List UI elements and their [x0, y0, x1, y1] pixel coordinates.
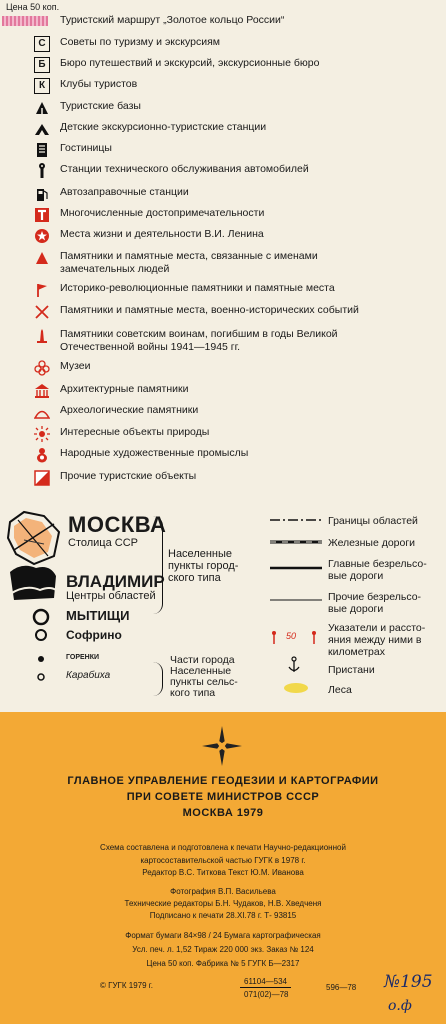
red-obelisk-icon	[34, 328, 50, 344]
imprint-line-7: Формат бумаги 84×98 / 24 Бумага картографическая	[125, 931, 321, 940]
hotel-icon	[34, 142, 50, 158]
other-roads-label: Прочие безрельсо- вые дороги	[328, 591, 422, 615]
forests-label: Леса	[328, 684, 352, 696]
imprint-line-2: картосоставительской частью ГУГК в 1978 г.	[140, 856, 306, 865]
vladimir-subtitle: Центры областей	[66, 590, 156, 602]
bracket-rural	[152, 662, 163, 696]
dot-icon	[36, 654, 46, 664]
main-road-icon	[268, 562, 324, 574]
legend-label: Туристские базы	[60, 100, 141, 112]
legend-label: Бюро путешествий и экскурсий, экскурсионные бюро	[60, 57, 320, 69]
distance-number: 50	[286, 631, 297, 641]
ring-icon	[36, 672, 46, 682]
legend-label: Памятники и памятные места, связанные с именами замечательных людей	[60, 250, 318, 275]
large-circle-icon	[32, 608, 50, 626]
imprint-line-3: Редактор В.С. Титкова Текст Ю.М. Иванова	[142, 868, 304, 877]
vladimir-shape-icon	[6, 562, 60, 602]
imprint-line-5: Технические редакторы Б.Н. Чудаков, Н.В. Хведченя	[124, 899, 322, 908]
legend-label: Клубы туристов	[60, 78, 138, 90]
mytishchi-label: МЫТИЩИ	[66, 608, 130, 623]
imprint-line-6: Подписано к печати 28.XI.78 г. Т- 93815	[149, 911, 297, 920]
legend-label: Прочие туристские объекты	[60, 470, 197, 482]
legend-label: Гостиницы	[60, 142, 112, 154]
moscow-shape-icon	[4, 510, 64, 566]
legend-label: Архитектурные памятники	[60, 383, 189, 395]
legend-label: Многочисленные достопримечательности	[60, 207, 265, 219]
legend-label: Музеи	[60, 360, 91, 372]
moscow-label: МОСКВА	[68, 512, 167, 537]
small-circle-icon	[34, 628, 48, 642]
city-parts-label: Части города	[170, 654, 235, 666]
red-star-circle-icon	[34, 228, 50, 244]
imprint-line-1: Схема составлена и подготовлена к печати Научно-редакционной	[100, 843, 346, 852]
wrench-icon	[34, 163, 50, 179]
red-flower-icon	[34, 360, 50, 376]
imprint-line-4: Фотография В.П. Васильева	[170, 887, 276, 896]
urban-type-label: Населенные пункты город- ского типа	[168, 548, 239, 584]
fuel-pump-icon	[34, 186, 50, 202]
red-mound-icon	[34, 404, 50, 420]
red-t-box-icon	[34, 207, 50, 223]
box-letter-icon: Б	[34, 57, 50, 73]
legend-label: Туристский маршрут „Золотое кольцо России“	[60, 14, 285, 26]
karabikha-label: Карабиха	[66, 670, 111, 681]
code-extra: 596—78	[326, 983, 357, 992]
moscow-subtitle: Столица ССР	[68, 537, 138, 549]
legend-label: Интересные объекты природы	[60, 426, 210, 438]
legend-label: Детские экскурсионно-туристские станции	[60, 121, 267, 133]
imprint-panel	[0, 712, 446, 1024]
red-temple-icon	[34, 383, 50, 399]
legend-label: Историко-революционные памятники и памятные места	[60, 282, 335, 294]
red-sun-icon	[34, 426, 50, 442]
legend-label: Станции технического обслуживания автомобилей	[60, 163, 309, 175]
sofrino-label: Софрино	[66, 628, 122, 642]
handwritten-number: №195	[384, 972, 433, 992]
legend-label: Советы по туризму и экскурсиям	[60, 36, 220, 48]
legend-label: Автозаправочные станции	[60, 186, 189, 198]
legend-label: Места жизни и деятельности В.И. Ленина	[60, 228, 264, 240]
copyright: © ГУГК 1979 г.	[100, 981, 153, 990]
legend-label: Памятники советским воинам, погибшим в годы Великой Отечественной войны 1941—1945 гг.	[60, 328, 338, 353]
border-line-icon	[268, 514, 324, 526]
pink-stripe-icon	[2, 16, 48, 26]
code-denominator: 071(02)—78	[244, 990, 289, 999]
price-label: Цена 50 коп.	[6, 2, 60, 12]
imprint-line-8: Усл. печ. л. 1,52 Тираж 220 000 экз. Заказ № 124	[132, 945, 314, 954]
vladimir-label: ВЛАДИМИР	[66, 572, 165, 591]
red-triangle-icon	[34, 250, 50, 266]
org-line-2: ПРИ СОВЕТЕ МИНИСТРОВ СССР	[126, 791, 320, 803]
legend-label: Археологические памятники	[60, 404, 199, 416]
org-line-3: МОСКВА 1979	[182, 807, 264, 819]
red-flag-icon	[34, 282, 50, 298]
distance-label: Указатели и рассто- яния между ними в километрах	[328, 622, 426, 658]
red-matryoshka-icon	[34, 447, 50, 463]
railways-label: Железные дороги	[328, 537, 416, 549]
rural-type-label: Населенные пункты сельс- кого типа	[170, 665, 238, 699]
anchor-icon	[286, 656, 302, 674]
borders-label: Границы областей	[328, 515, 418, 527]
compass-rose-icon	[200, 724, 244, 768]
box-letter-icon: К	[34, 78, 50, 94]
red-crossed-swords-icon	[34, 304, 50, 320]
main-roads-label: Главные безрельсо- вые дороги	[328, 558, 427, 582]
imprint-line-9: Цена 50 коп. Фабрика № 5 ГУГК Б—2317	[146, 959, 300, 968]
piers-label: Пристани	[328, 664, 375, 676]
handwritten-mark: о.ф	[388, 998, 412, 1014]
tent-icon	[34, 100, 50, 116]
forest-shape-icon	[282, 680, 310, 694]
bracket-urban	[152, 516, 163, 614]
org-line-1: ГЛАВНОЕ УПРАВЛЕНИЕ ГЕОДЕЗИИ И КАРТОГРАФИИ	[67, 775, 379, 787]
red-diagonal-box-icon	[34, 470, 50, 486]
code-numerator: 61104—534	[240, 976, 291, 988]
gorenki-label: ГОРЕНКИ	[66, 654, 100, 661]
railway-line-icon	[268, 536, 324, 548]
box-letter-icon: С	[34, 36, 50, 52]
children-tent-icon	[34, 121, 50, 137]
legend-label: Народные художественные промыслы	[60, 447, 249, 459]
other-road-icon	[268, 594, 324, 606]
legend-label: Памятники и памятные места, военно-исторических событий	[60, 304, 359, 316]
